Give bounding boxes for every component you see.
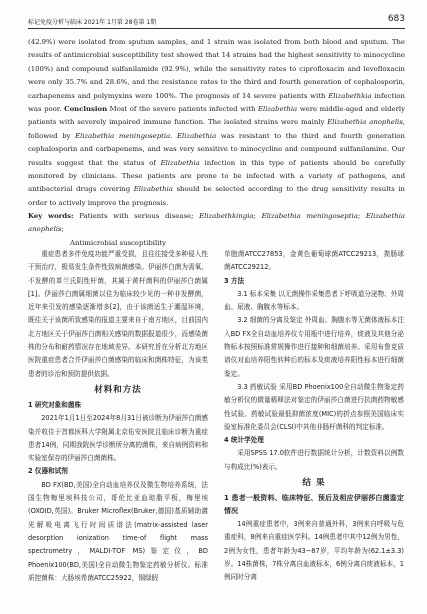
abstract-text: should be selected according to the drug sensitivity results in order to actively improve the prognosis. <box>28 185 405 207</box>
keywords <box>28 210 405 250</box>
journal-name: 标记免疫分析与临床 2021年 1月第 28卷第 1期 <box>28 19 157 26</box>
abstract-italic-term: Elizabethia meningoseptia <box>75 131 171 140</box>
keyword-italic: Elizabethia anophelis <box>28 212 406 234</box>
abstract-text: , followed by <box>28 118 405 140</box>
conclusion-label: Conclusion <box>64 105 108 114</box>
right-column <box>224 248 404 585</box>
abstract-text: infection was poor. <box>28 91 405 114</box>
body-paragraph: 2021年1月1日至2024年8月31日被诊断为伊丽莎白菌感染并收住于首都医科大学附属北京佑安医院且临床诊断为重症患者14例，同期我院医学诊断所分离的菌株，来自病例资料和实验室保存的伊丽莎白菌菌株。 <box>28 414 208 463</box>
keyword-text: Antimicrobial susceptibility <box>70 238 167 247</box>
abstract-italic-term: Elizabethia anophelis <box>327 118 403 127</box>
abstract-italic-term: Elizabethkia <box>328 91 372 100</box>
section-title-materials-methods: 材料和方法 <box>94 384 142 395</box>
keyword-italic: Elizabethkingia <box>199 212 254 221</box>
english-abstract <box>28 36 405 250</box>
section-title-results: 结 果 <box>302 478 326 489</box>
abstract-text: was resistant to the third and fourth generation cephalosporin and carbapenems, and was very sensitive to minocycline and compound sulfanilamine. Our results suggest that the status of <box>28 131 405 167</box>
body-paragraph: 单胞菌ATCC27853，金黄色葡萄球菌ATCC29213，粪肠球菌ATCC29212。 <box>224 250 404 272</box>
subsection-title: 1 患者一般资料、临床特征、预后及相应伊丽莎白菌鉴定情况 <box>224 494 404 516</box>
keyword-text: ; <box>357 212 366 221</box>
abstract-italic-term: Elizabethia <box>160 158 200 167</box>
abstract-text: were middle-aged and elderly patients with severely impaired immune function. The isolated strains were mainly <box>28 105 406 127</box>
left-column <box>28 248 208 585</box>
body-paragraph: 3.3 药敏试验 采用BD Phoenix100全自动微生物鉴定药敏分析仪的微量稀释法对鉴定的伊丽莎白菌进行抗菌药物敏感性试验。药敏试验最低抑菌浓度(MIC)的折点参照美国临床实验室标准化委员会(CLSI)中其他非肠杆菌科的判定标准。 <box>224 382 404 431</box>
abstract-text: . <box>170 131 178 140</box>
keyword-text: ; <box>253 212 262 221</box>
abstract-results-paragraph <box>28 36 405 210</box>
abstract-text: infection in this type of patients should be carefully monitored by clinicians. These patients are prone to be infected with a variety of pathogens, and antibacterial drugs covering <box>28 158 405 194</box>
subsection-title: 3 方法 <box>224 276 245 285</box>
keyword-text: ; <box>61 225 64 234</box>
abstract-italic-term: Elizabethia <box>257 105 298 114</box>
subsection-title: 2 仪器和试剂 <box>28 467 68 476</box>
body-paragraph: 采用SPSS 17.0软件进行数据统计分析，计数资料以例数与构成比(%)表示。 <box>224 449 404 471</box>
body-paragraph: 3.1 标本采集 以无菌操作采集患者下呼吸道分泌物、外周血、尿液、胸腹水等标本。 <box>224 289 404 312</box>
introduction-paragraph: 重症患者多伴免疫功能严重受损，且往往接受多种侵入性干预治疗，极易发生条件性致病菌感染。伊丽莎白菌为需氧、不发酵的革兰氏阴性杆菌，其属于黄杆菌科的伊丽莎白菌属[1]。伊丽莎白菌属细菌以往为临床较少见的一种非发酵菌，近年来引发的感染逐渐增多[2]，由于该菌适生于潮湿环境，既往关于该菌所致感染的报道主要来自于南方地区，目前国内北方地区关于伊丽莎白菌相关感染的数据报道很少，而感染菌株的分布和耐药情况存在地域差异。本研究旨在分析北方地区医院重症患者合并伊丽莎白菌感染的临床和菌株特征，为该类患者的诊治和预防提供依据。 <box>28 250 208 378</box>
abstract-text: (42.9%) were isolated from sputum samples, and 1 strain was isolated from both blood and sputum. The results of antimicrobial susceptibility test showed that 14 strains had the highest sensitivity to minocycline (100%) and compound sulfanilamide (92.9%), while the sensitivity rates to ciprofloxacin and levofloxacin were only 35.7% and 28.6%, and the resistance rates to the third and fourth generation of cephalosporin, carbapenems and polymyxins were 100%. The prognosis of 14 severe patients with <box>28 38 405 100</box>
body-paragraph: 14例重症患者中，3例来自普通外科，3例来自呼吸与危重症科，8例来自重症医学科。14例患者中其中12例为男性，2例为女性，患者年龄为43~87岁，平均年龄为(62.1±3.3)岁。14株菌株，7株分离自血液标本，6例分离自痰液标本，1例同时分离 <box>224 520 404 582</box>
keyword-italic: Elizabethia meningoseptia <box>261 212 358 221</box>
body-paragraph: 3.2 细菌的分离及鉴定 外周血、胸腹水等无菌体液标本注入BD FX全自动血培养仪专用瓶中进行培养，痰液及其他分泌物标本按照标准常规操作进行接种和细菌培养。采用布鲁克质谱仪对血培养阳性转种后的标本及痰液培养阳性标本进行细菌鉴定。 <box>224 316 404 378</box>
page-number: 683 <box>387 14 405 24</box>
body-paragraph: BD FX(BD,美国)全自动血培养仪及微生物培养系统，法国生物梅里埃科技公司，哥伦比亚血琼脂平板，梅里埃(OXOID,英国)。Bruker Microflex(Bruker,德国)基质辅助激光解吸电离飞行时间质谱法(matrix-assisted laser desorption ionization time-of flight mass spectrometry，MALDI-TOF MS)鉴定仪，BD Phoenix100(BD,美国)全自动微生物鉴定药敏分析仪。标准质控菌株：大肠埃希菌ATCC25922，铜绿假 <box>28 480 208 582</box>
subsection-title: 1 研究对象和菌株 <box>28 400 82 409</box>
abstract-italic-term: Elizabethia <box>177 131 217 140</box>
abstract-text: Most of the severe patients infected with <box>107 105 258 114</box>
abstract-italic-term: Elizabethia <box>133 185 173 194</box>
subsection-title: 4 统计学处理 <box>224 436 264 445</box>
keywords-label: Key words: <box>28 212 74 221</box>
keyword-text: Patients with serious disease; <box>73 212 200 221</box>
running-header <box>28 16 405 29</box>
